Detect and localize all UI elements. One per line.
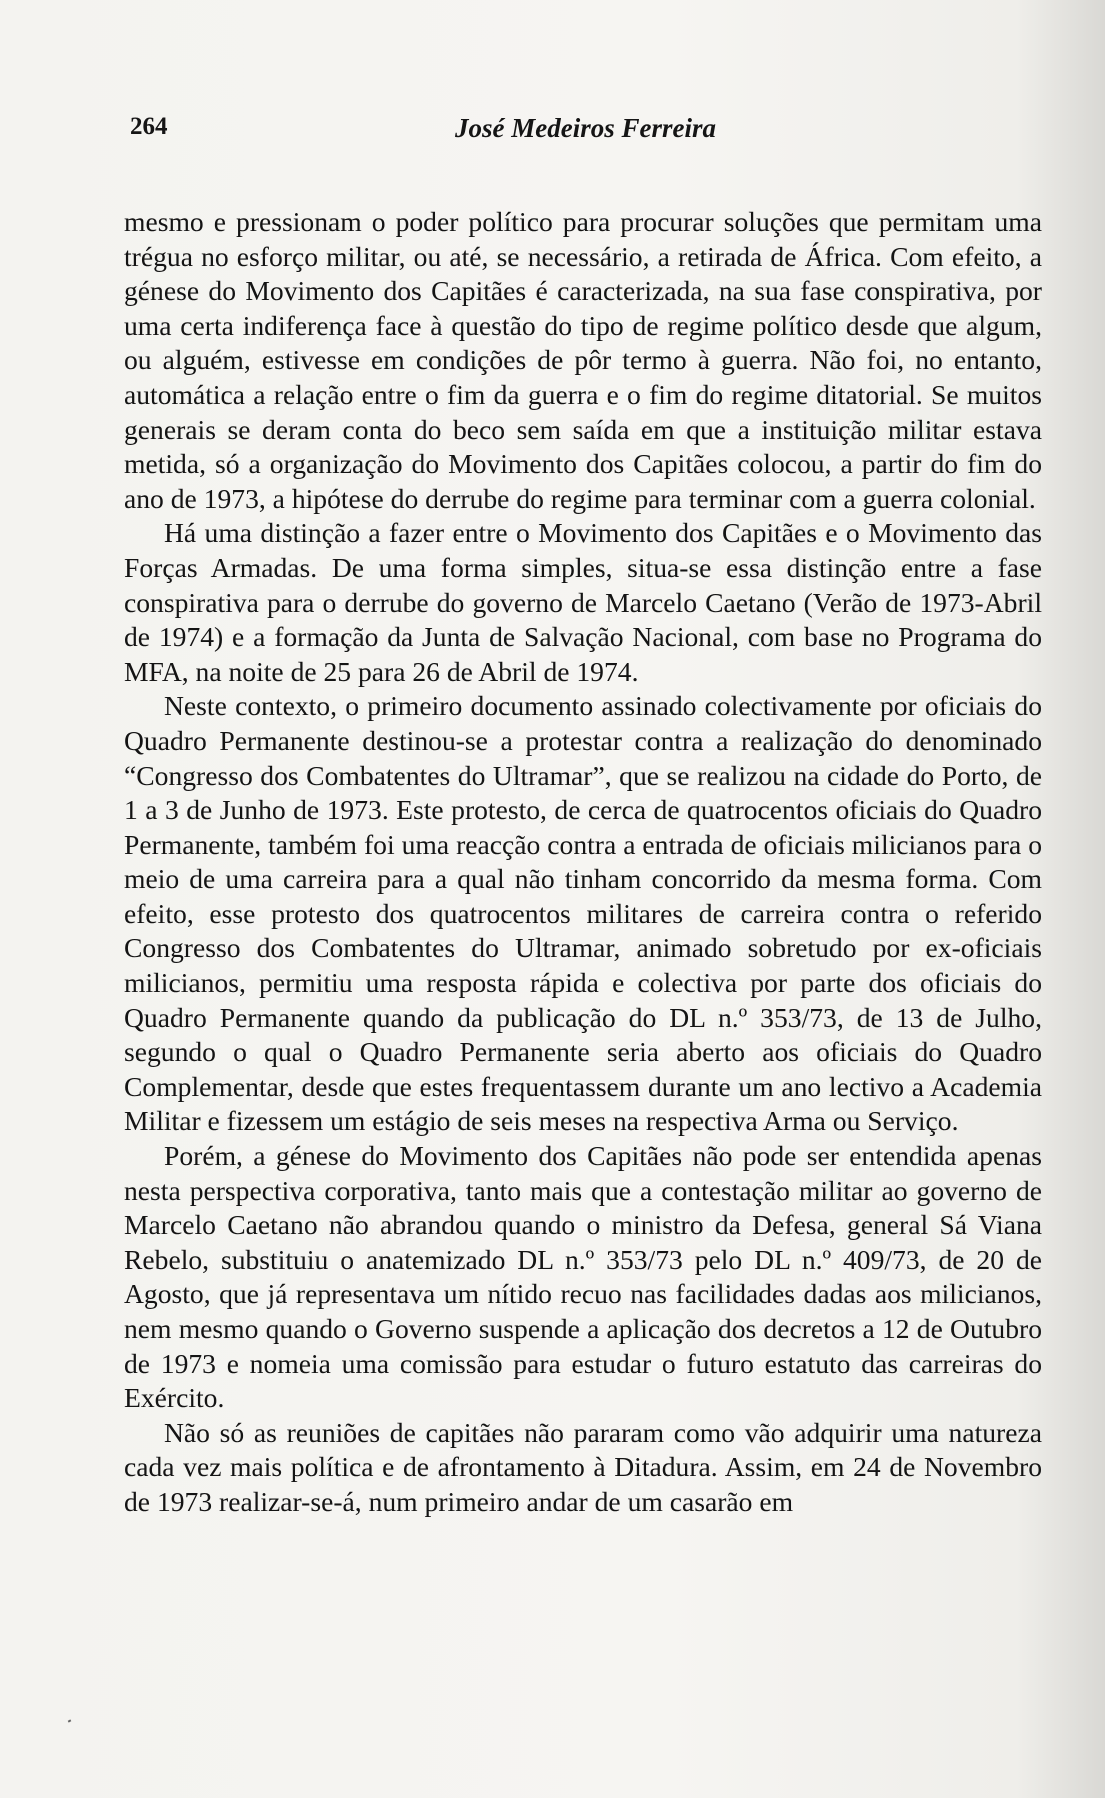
paragraph: Não só as reuniões de capitães não pararam como vão adquirir uma natureza cada vez mais política e de afrontamento à Ditadura. Assim, em 24 de Novembro de 1973 realizar-se-á, num primeiro andar de um casarão em — [124, 1416, 1042, 1517]
paragraph: Há uma distinção a fazer entre o Movimento dos Capitães e o Movimento das Forças Armadas. De uma forma simples, situa-se essa distinção entre a fase conspirativa para o derrube do governo de Marcelo Caetano (Verão de 1973-Abril de 1974) e a formação da Junta de Salvação Nacional, com base no Programa do MFA, na noite de 25 para 26 de Abril de 1974. — [124, 517, 1042, 687]
body-text — [124, 205, 1042, 1520]
page-number: 264 — [130, 113, 168, 140]
paragraph: mesmo e pressionam o poder político para procurar soluções que permitam uma trégua no esforço militar, ou até, se necessário, a retirada de África. Com efeito, a génese do Movimento dos Capitães é caracterizada, na sua fase conspirativa, por uma certa indiferença face à questão do tipo de regime político desde que algum, ou alguém, estivesse em condições de pôr termo à guerra. Não foi, no entanto, automática a relação entre o fim da guerra e o fim do regime ditatorial. Se muitos generais se deram conta do beco sem saída em que a instituição militar estava metida, só a organização do Movimento dos Capitães colocou, a partir do fim do ano de 1973, a hipótese do derrube do regime para terminar com a guerra colonial. — [124, 206, 1042, 514]
paragraph: Porém, a génese do Movimento dos Capitães não pode ser entendida apenas nesta perspectiva corporativa, tanto mais que a contestação militar ao governo de Marcelo Caetano não abrandou quando o ministro da Defesa, general Sá Viana Rebelo, substituiu o anatemizado DL n.º 353/73 pelo DL n.º 409/73, de 20 de Agosto, que já representava um nítido recuo nas facilidades dadas aos milicianos, nem mesmo quando o Governo suspende a aplicação dos decretos a 12 de Outubro de 1973 e nomeia uma comissão para estudar o futuro estatuto das carreiras do Exército. — [124, 1140, 1042, 1414]
page-header — [130, 113, 1040, 149]
paragraph: Neste contexto, o primeiro documento assinado colectivamente por oficiais do Quadro Permanente destinou-se a protestar contra a realização do denominado “Congresso dos Combatentes do Ultramar”, que se realizou na cidade do Porto, de 1 a 3 de Junho de 1973. Este protesto, de cerca de quatrocentos oficiais do Quadro Permanente, também foi uma reacção contra a entrada de oficiais milicianos para o meio de uma carreira para a qual não tinham concorrido da mesma forma. Com efeito, esse protesto dos quatrocentos militares de carreira contra o referido Congresso dos Combatentes do Ultramar, animado sobretudo por ex-oficiais milicianos, permitiu uma resposta rápida e colectiva por parte dos oficiais do Quadro Permanente quando da publicação do DL n.º 353/73, de 13 de Julho, segundo o qual o Quadro Permanente seria aberto aos oficiais do Quadro Complementar, desde que estes frequentassem durante um ano lectivo a Academia Militar e fizessem um estágio de seis meses na respectiva Arma ou Serviço. — [124, 690, 1042, 1137]
running-head-author: José Medeiros Ferreira — [455, 113, 716, 143]
scan-speck — [68, 1719, 72, 1722]
